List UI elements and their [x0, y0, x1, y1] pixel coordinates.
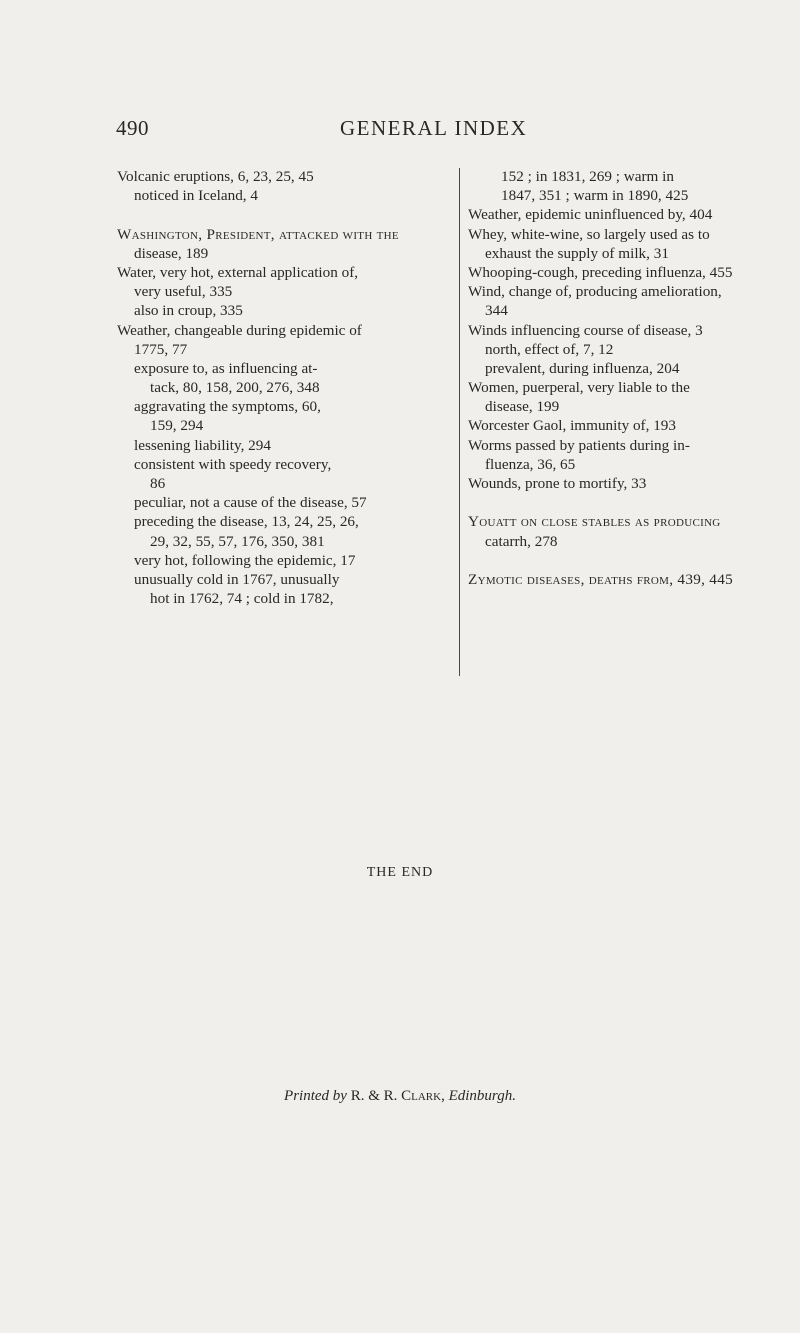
index-entry: Zymotic diseases, deaths from, 439, 445 — [468, 570, 733, 588]
index-subentry: north, effect of, 7, 12 — [485, 340, 614, 358]
index-subentry: noticed in Iceland, 4 — [134, 187, 258, 205]
index-subentry: very hot, following the epidemic, 17 — [134, 551, 356, 569]
index-entry-continuation: very useful, 335 — [134, 283, 233, 301]
the-end-heading — [0, 865, 800, 881]
running-title: GENERAL INDEX — [340, 116, 528, 140]
index-entry: Whooping-cough, preceding influenza, 455 — [468, 263, 733, 281]
index-subentry: consistent with speedy recovery, — [134, 455, 332, 473]
index-subentry: lessening liability, 294 — [134, 436, 271, 454]
index-entry: Youatt on close stables as producing — [468, 513, 721, 531]
index-entry: Women, puerperal, very liable to the — [468, 379, 690, 397]
index-entry: Wind, change of, producing amelioration, — [468, 283, 722, 301]
index-subentry: prevalent, during influenza, 204 — [485, 359, 680, 377]
entry-gap — [468, 551, 800, 570]
index-entry: Winds influencing course of disease, 3 — [468, 321, 703, 339]
index-entry: Weather, epidemic uninfluenced by, 404 — [468, 206, 713, 224]
index-subentry: preceding the disease, 13, 24, 25, 26, — [134, 513, 359, 531]
index-entry: Washington, President, attacked with the — [117, 225, 399, 243]
entry-gap — [468, 493, 800, 512]
colophon-place: Edinburgh. — [448, 1088, 516, 1104]
index-entry: Water, very hot, external application of, — [117, 263, 359, 281]
index-subentry: also in croup, 335 — [134, 302, 243, 320]
page-header — [0, 116, 800, 146]
index-entry-continuation: 159, 294 — [150, 417, 204, 435]
index-entry-continuation: exhaust the supply of milk, 31 — [485, 244, 669, 262]
index-entry: Weather, changeable during epidemic of — [117, 321, 362, 339]
index-entry-continuation: 1775, 77 — [134, 340, 188, 358]
index-entry-continuation: disease, 189 — [134, 244, 209, 262]
entry-gap — [117, 205, 457, 224]
index-entry-continuation: catarrh, 278 — [485, 532, 558, 550]
index-entry-continuation: 29, 32, 55, 57, 176, 350, 381 — [150, 532, 325, 550]
index-entry-continuation: 1847, 351 ; warm in 1890, 425 — [501, 187, 689, 205]
index-entry: Worcester Gaol, immunity of, 193 — [468, 417, 676, 435]
column-divider — [459, 168, 460, 676]
colophon-printer: R. & R. Clark, — [350, 1088, 445, 1104]
index-column-right — [468, 167, 800, 589]
colophon-printed-by: Printed by — [284, 1088, 347, 1104]
index-entry-continuation: hot in 1762, 74 ; cold in 1782, — [150, 590, 334, 608]
index-subentry: aggravating the symptoms, 60, — [134, 398, 321, 416]
index-entry-continuation: fluenza, 36, 65 — [485, 455, 576, 473]
index-column-left — [117, 167, 457, 608]
index-entry-continuation: 152 ; in 1831, 269 ; warm in — [501, 168, 674, 185]
index-entry-continuation: disease, 199 — [485, 398, 560, 416]
index-subentry: unusually cold in 1767, unusually — [134, 570, 340, 588]
index-subentry: exposure to, as influencing at- — [134, 359, 318, 377]
index-entry-continuation: 86 — [150, 475, 166, 492]
index-entry-continuation: 344 — [485, 302, 508, 320]
index-entry: Worms passed by patients during in- — [468, 436, 690, 454]
index-entry-continuation: tack, 80, 158, 200, 276, 348 — [150, 379, 320, 397]
index-subentry: peculiar, not a cause of the disease, 57 — [134, 494, 367, 512]
index-entry: Wounds, prone to mortify, 33 — [468, 475, 647, 492]
index-entry: Volcanic eruptions, 6, 23, 25, 45 — [117, 168, 314, 185]
page-number: 490 — [116, 116, 149, 140]
printer-colophon — [0, 1088, 800, 1105]
the-end-text: THE END — [366, 865, 434, 880]
index-entry: Whey, white-wine, so largely used as to — [468, 225, 710, 243]
